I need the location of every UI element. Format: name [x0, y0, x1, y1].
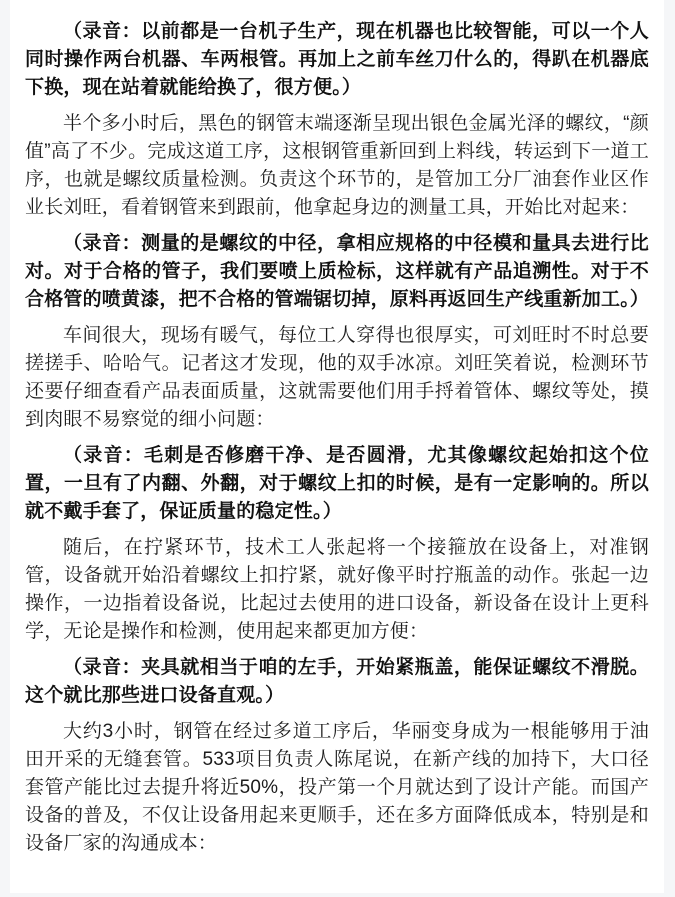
recording-quote-paragraph: （录音：毛刺是否修磨干净、是否圆滑，尤其像螺纹起始扣这个位置，一旦有了内翻、外翻，对于螺纹上扣的时候，是有一定影响的。所以就不戴手套了，保证质量的稳定性。） — [25, 445, 649, 522]
narrative-paragraph: 半个多小时后，黑色的钢管末端逐渐呈现出银色金属光泽的螺纹，“颜值”高了不少。完成这道工序，这根钢管重新回到上料线，转运到下一道工序，也就是螺纹质量检测。负责这个环节的，是管加工分厂油套作业区作业长刘旺，看着钢管来到跟前，他拿起身边的测量工具，开始比对起来： — [25, 113, 649, 218]
article-body — [10, 0, 664, 893]
recording-quote-paragraph: （录音：测量的是螺纹的中径，拿相应规格的中径模和量具去进行比对。对于合格的管子，我们要喷上质检标，这样就有产品追溯性。对于不合格管的喷黄漆，把不合格的管端锯切掉，原料再返回生产线重新加工。） — [25, 233, 650, 310]
narrative-paragraph: 车间很大，现场有暖气，每位工人穿得也很厚实，可刘旺时不时总要搓搓手、哈哈气。记者这才发现，他的双手冰凉。刘旺笑着说，检测环节还要仔细查看产品表面质量，这就需要他们用手捋着管体、螺纹等处，摸到肉眼不易察觉的细小问题： — [25, 325, 649, 430]
narrative-paragraph: 大约3小时，钢管在经过多道工序后，华丽变身成为一根能够用于油田开采的无缝套管。533项目负责人陈尾说，在新产线的加持下，大口径套管产能比过去提升将近50%，投产第一个月就达到了设计产能。而国产设备的普及，不仅让设备用起来更顺手，还在多方面降低成本，特别是和设备厂家的沟通成本： — [25, 721, 649, 854]
recording-quote-paragraph: （录音：以前都是一台机子生产，现在机器也比较智能，可以一个人同时操作两台机器、车两根管。再加上之前车丝刀什么的，得趴在机器底下换，现在站着就能给换了，很方便。） — [25, 21, 649, 98]
narrative-paragraph: 随后，在拧紧环节，技术工人张起将一个接箍放在设备上，对准钢管，设备就开始沿着螺纹上扣拧紧，就好像平时拧瓶盖的动作。张起一边操作，一边指着设备说，比起过去使用的进口设备，新设备在设计上更科学，无论是操作和检测，使用起来都更加方便： — [25, 537, 649, 642]
recording-quote-paragraph: （录音：夹具就相当于咱的左手，开始紧瓶盖，能保证螺纹不滑脱。这个就比那些进口设备直观。） — [25, 657, 649, 706]
